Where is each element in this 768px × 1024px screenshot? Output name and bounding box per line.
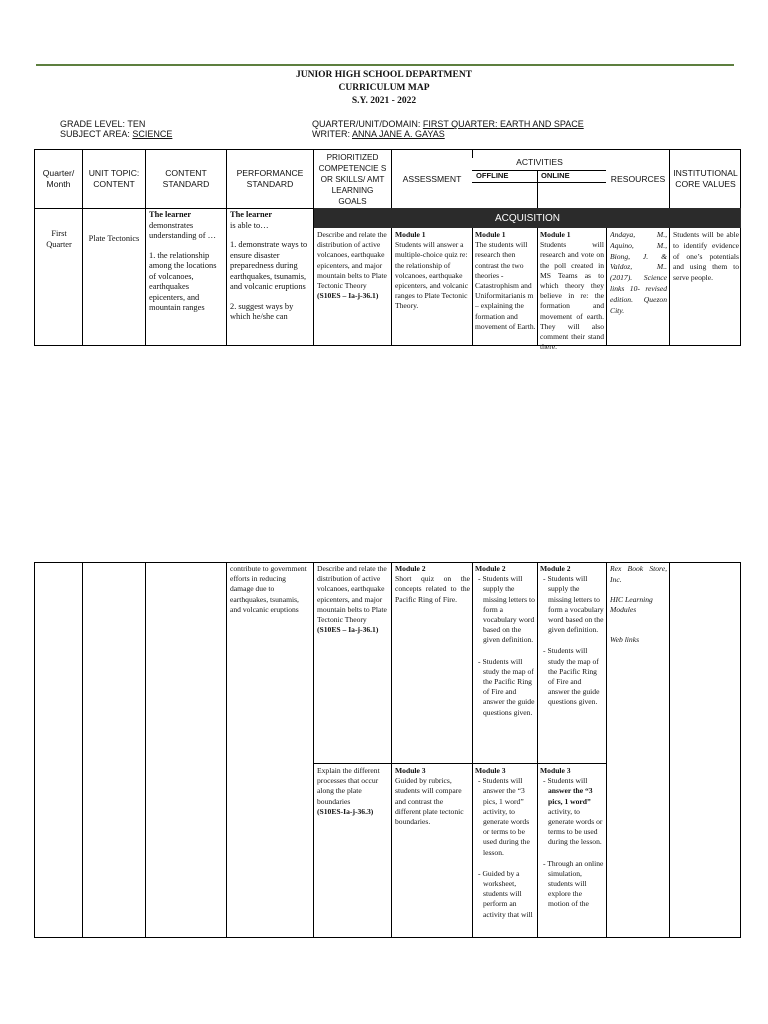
assessment-2-cell: Module 2 Short quiz on the concepts related to the Pacific Ring of Fire. <box>395 564 470 604</box>
col-performance-standard: PERFORMANCE STANDARD <box>236 168 304 189</box>
quarter-cell: First Quarter <box>46 229 72 249</box>
acquisition-banner: ACQUISITION <box>314 208 741 228</box>
assessment-cell: Module 1 Students will answer a multiple-choice quiz re: the relationship of volcanoes, earthquake epicenters, and volcanic ranges to Plate Tectonic Theory. <box>395 230 469 311</box>
resources-cell: Andaya, M., Aquino, M., Biong, J. & Valdoz, M.. (2017). Science links 10- revised edition. Quezon City. <box>610 230 667 315</box>
performance-standard-cell: The learner is able to… 1. demonstrate ways to ensure disaster preparedness during earthquakes, tsunamis, and volcanic eruptions 2. suggest ways by which he/she can <box>230 210 308 321</box>
top-rule <box>36 64 734 66</box>
competency-2-cell: Describe and relate the distribution of active volcanoes, earthquake epicenters, and major mountain belts to Plate Tectonic Theory (S10ES – Ia-j-36.1) <box>317 564 387 635</box>
core-values-cell: Students will be able to identify evidence of one’s potentials and using them to serve people. <box>673 230 739 283</box>
col-assessment: ASSESSMENT <box>402 173 462 184</box>
online-activity-3-cell: Module 3 - Students will answer the “3 pics, 1 word” activity, to generate words or terms to be used during the lesson. - Through an online simulation, students will explore the motion of the <box>540 766 604 909</box>
col-activities: ACTIVITIES <box>516 156 563 167</box>
online-activity-cell: Module 1 Students will research and vote on the poll created in MS Teams as to which theory they believe in re: the formation and movement of earth. They will also comment their stand there. <box>540 230 604 352</box>
department-title: JUNIOR HIGH SCHOOL DEPARTMENT <box>295 70 473 80</box>
offline-activity-2-cell: Module 2 - Students will supply the missing letters to form a vocabulary word based on the given definition. - Students will study the map of the Pacific Ring of Fire and answer the guide questions given. <box>475 564 535 717</box>
grade-level: GRADE LEVEL: TEN <box>60 119 146 129</box>
offline-activity-3-cell: Module 3 - Students will answer the “3 pics, 1 word” activity, to generate words or terms to be used during the lesson. - Guided by a worksheet, students will perform an activity that will <box>475 766 533 919</box>
offline-activity-cell: Module 1 The students will research then contrast the two theories - Catastrophism and Uniformitarianis m – explaining the formation and movement of Earth. <box>475 230 536 331</box>
col-offline: OFFLINE <box>476 171 509 180</box>
performance-standard-cont: contribute to government efforts in reducing damage due to earthquakes, tsunamis, and volcanic eruptions <box>230 564 307 614</box>
subject-area: SUBJECT AREA: SCIENCE <box>60 129 173 139</box>
col-competencies: PRIORITIZED COMPETENCIE S OR SKILLS/ AMT LEARNING GOALS <box>318 152 387 206</box>
competency-3-cell: Explain the different processes that occur along the plate boundaries (S10ES-Ia-j-36.3) <box>317 766 380 816</box>
assessment-3-cell: Module 3 Guided by rubrics, students will compare and contrast the different plate tectonic boundaries. <box>395 766 464 827</box>
document-title: CURRICULUM MAP <box>338 83 430 93</box>
col-core-values: INSTITUTIONAL CORE VALUES <box>673 168 738 189</box>
col-online: ONLINE <box>541 171 570 180</box>
school-year: S.Y. 2021 - 2022 <box>351 96 417 106</box>
resources-2-cell: Rex Book Store, Inc. HIC Learning Modules Web links <box>610 564 667 645</box>
quarter-domain: QUARTER/UNIT/DOMAIN: FIRST QUARTER: EARTH AND SPACE <box>312 119 584 129</box>
content-standard-cell: The learner demonstrates understanding of … 1. the relationship among the locations of volcanoes, earthquakes epicenters, and mountain ranges <box>149 210 217 312</box>
curriculum-table-1 <box>34 149 741 352</box>
curriculum-table-2 <box>34 562 741 938</box>
col-unit-topic: UNIT TOPIC: CONTENT <box>88 168 140 189</box>
online-activity-2-cell: Module 2 - Students will supply the missing letters to form a vocabulary word based on the given definition. - Students will study the map of the Pacific Ring of Fire and answer the guide questions given. <box>540 564 604 707</box>
col-content-standard: CONTENT STANDARD <box>162 168 210 189</box>
unit-topic-cell: Plate Tectonics <box>88 234 140 243</box>
col-resources: RESOURCES <box>610 173 666 184</box>
col-quarter: Quarter/ Month <box>42 168 75 189</box>
competency-cell: Describe and relate the distribution of active volcanoes, earthquake epicenters, and major mountain belts to Plate Tectonic Theory (S10ES – Ia-j-36.1) <box>317 230 387 301</box>
writer: WRITER: ANNA JANE A. GAYAS <box>312 129 445 139</box>
